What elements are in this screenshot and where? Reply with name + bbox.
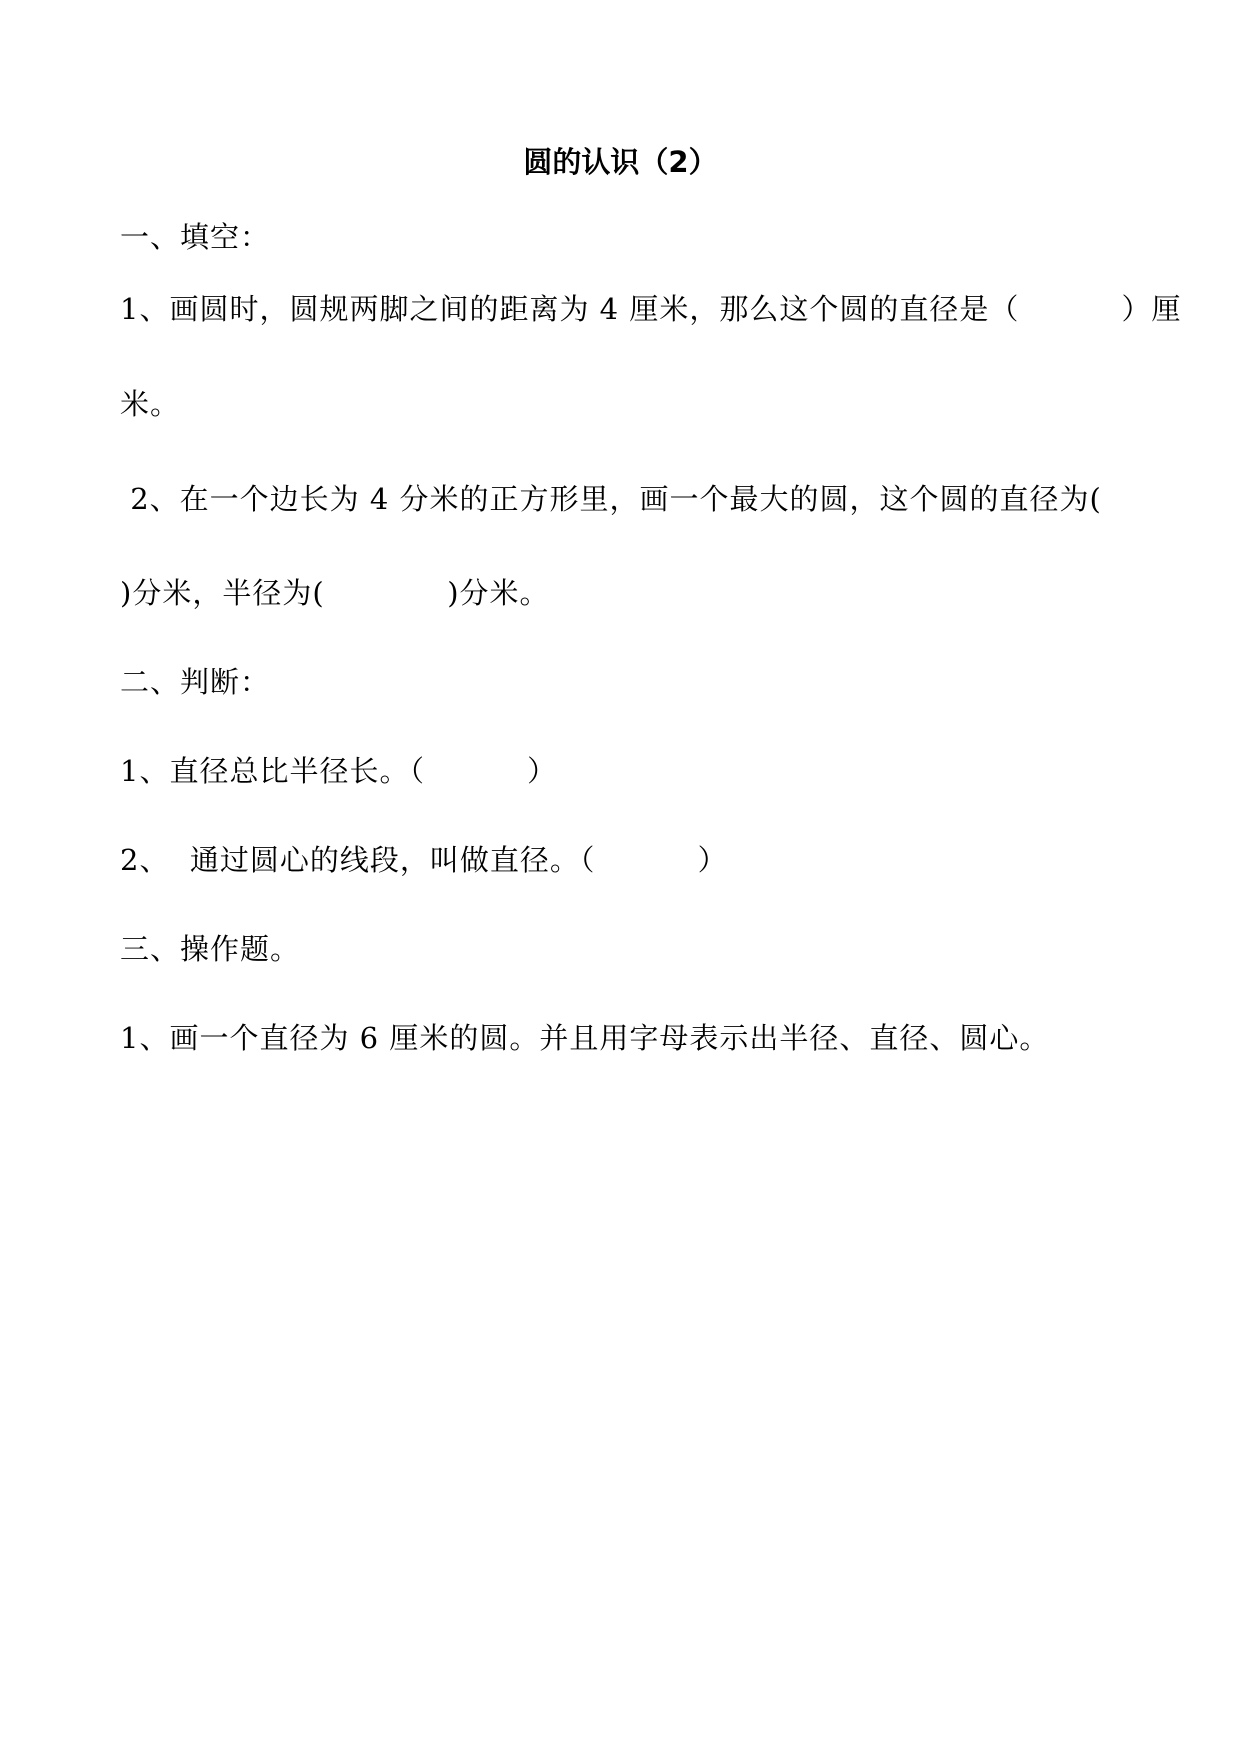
worksheet-title: 圆的认识（2） <box>523 145 718 179</box>
judge-question-2: 2、 通过圆心的线段，叫做直径。（ ） <box>120 843 728 877</box>
judge-question-1: 1、直径总比半径长。（ ） <box>120 754 558 788</box>
operation-question-1: 1、画一个直径为 6 厘米的圆。并且用字母表示出半径、直径、圆心。 <box>120 1021 1050 1055</box>
fill-question-2-line-1: 2、在一个边长为 4 分米的正方形里，画一个最大的圆，这个圆的直径为( <box>120 482 1102 516</box>
section-heading-true-false: 二、判断： <box>120 665 271 699</box>
fill-question-1-line-2: 米。 <box>120 387 181 421</box>
section-heading-operation: 三、操作题。 <box>120 932 301 966</box>
fill-question-1-line-1: 1、画圆时，圆规两脚之间的距离为 4 厘米，那么这个圆的直径是（ ）厘 <box>120 292 1182 326</box>
fill-question-2-line-2: )分米，半径为( )分米。 <box>120 576 550 610</box>
section-heading-fill-in: 一、填空： <box>120 220 271 254</box>
